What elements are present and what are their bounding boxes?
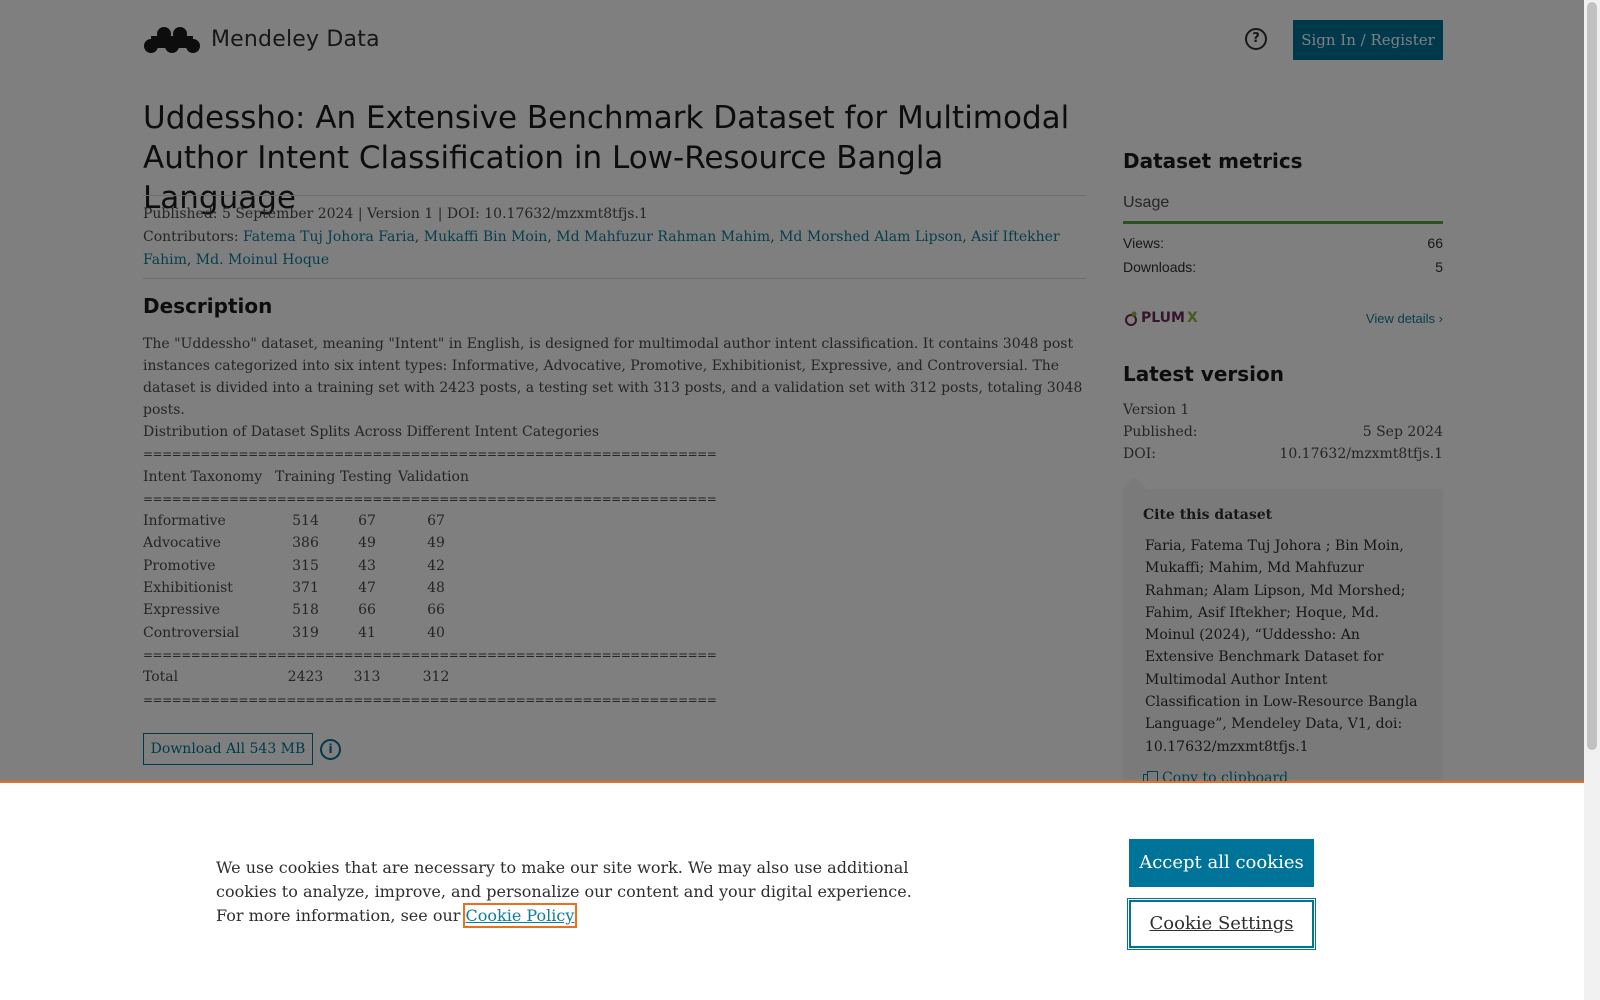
accept-all-cookies-button[interactable]: Accept all cookies: [1129, 839, 1314, 887]
cookie-message: We use cookies that are necessary to make our site work. We may also use additional cookies to analyze, improve, and personalize our content and your digital experience. For more information, see our: [216, 858, 912, 925]
cookie-text: [216, 856, 916, 928]
page-scrollbar[interactable]: [1584, 0, 1600, 1000]
cookie-banner: [0, 781, 1584, 1000]
cookie-policy-link[interactable]: Cookie Policy: [465, 906, 575, 925]
scrollbar-thumb[interactable]: [1587, 2, 1597, 750]
cookie-settings-button[interactable]: Cookie Settings: [1129, 900, 1314, 948]
